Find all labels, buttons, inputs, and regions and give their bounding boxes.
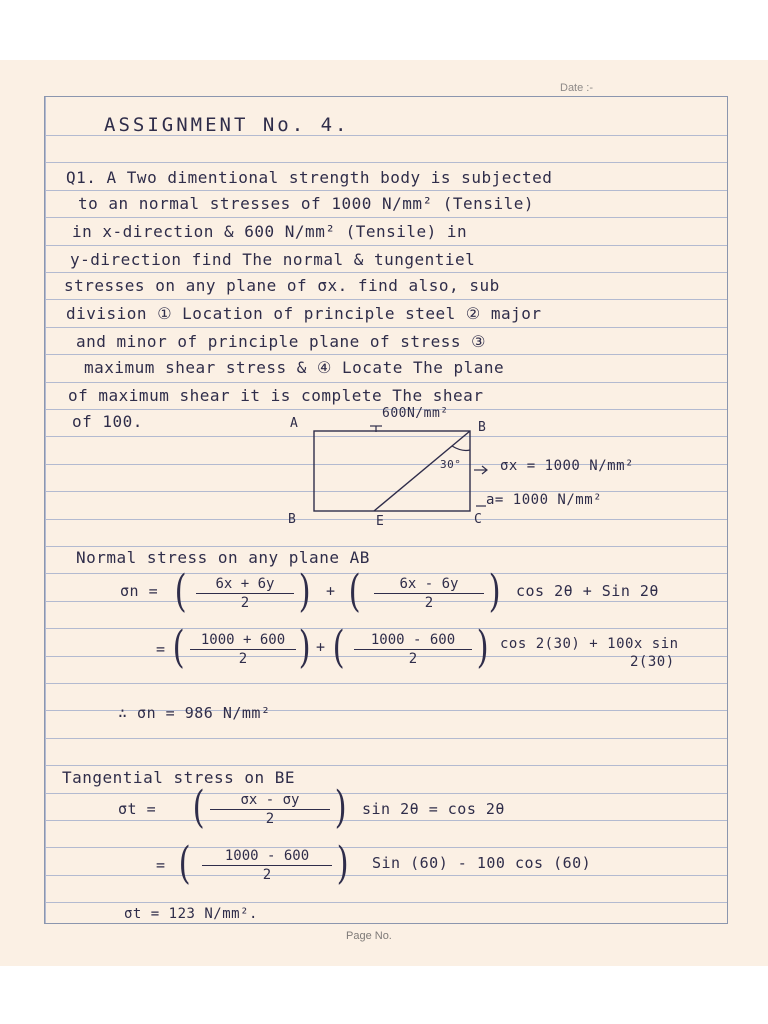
- sigma-x-label: σx = 1000 N/mm²: [500, 458, 634, 474]
- open-paren: (: [192, 782, 205, 833]
- fraction: [210, 792, 330, 827]
- a-value-label: a= 1000 N/mm²: [486, 492, 603, 508]
- plus-sign: +: [316, 638, 326, 656]
- denominator: 2: [408, 651, 418, 667]
- denominator: 2: [262, 867, 272, 883]
- close-paren: ): [476, 622, 489, 673]
- angle-label: 30°: [440, 458, 462, 471]
- numerator: 1000 - 600: [202, 848, 332, 866]
- close-paren: ): [336, 838, 349, 889]
- fraction: [374, 576, 484, 611]
- trig-terms-continued: 2(30): [630, 654, 675, 670]
- assignment-title: ASSIGNMENT No. 4.: [104, 114, 350, 136]
- equals-sign: =: [156, 640, 166, 658]
- numerator: 1000 + 600: [190, 632, 296, 650]
- numerator: 6x - 6y: [374, 576, 484, 594]
- denominator: 2: [424, 595, 434, 611]
- denominator: 2: [240, 595, 250, 611]
- normal-stress-heading: Normal stress on any plane AB: [76, 548, 370, 567]
- open-paren: (: [178, 838, 191, 889]
- fraction: [196, 576, 294, 611]
- stress-element-rectangle: [314, 431, 470, 511]
- question-line: stresses on any plane of σx. find also, sub: [64, 276, 500, 295]
- question-line: of 100.: [72, 412, 143, 431]
- fraction: [354, 632, 472, 667]
- trig-terms: cos 2(30) + 100x sin: [500, 636, 679, 652]
- inclined-plane-line: [374, 431, 470, 511]
- open-paren: (: [172, 622, 185, 673]
- label-c: C: [474, 512, 483, 527]
- label-b-bottom: B: [288, 512, 297, 527]
- numerator: 6x + 6y: [196, 576, 294, 594]
- open-paren: (: [174, 566, 187, 617]
- normal-stress-result: ∴ σn = 986 N/mm²: [118, 704, 271, 722]
- stress-element-diagram: [0, 60, 768, 966]
- date-label: Date :-: [560, 82, 594, 94]
- trig-terms: cos 2θ + Sin 2θ: [516, 582, 659, 600]
- page-number-label: Page No.: [346, 930, 392, 942]
- label-e: E: [376, 514, 385, 529]
- close-paren: ): [334, 782, 347, 833]
- fraction: [190, 632, 296, 667]
- question-line: y-direction find The normal & tungentiel: [70, 250, 476, 269]
- label-b-top: B: [478, 420, 487, 435]
- plus-sign: +: [326, 582, 336, 600]
- denominator: 2: [238, 651, 248, 667]
- question-line: maximum shear stress & ④ Locate The plane: [84, 358, 505, 377]
- question-line: of maximum shear it is complete The shear: [68, 386, 484, 405]
- open-paren: (: [332, 622, 345, 673]
- denominator: 2: [265, 811, 275, 827]
- trig-terms: sin 2θ = cos 2θ: [362, 800, 505, 818]
- numerator: 1000 - 600: [354, 632, 472, 650]
- trig-terms: Sin (60) - 100 cos (60): [372, 854, 592, 872]
- close-paren: ): [298, 566, 311, 617]
- sigma-t-lhs: σt =: [118, 800, 157, 818]
- fraction: [202, 848, 332, 883]
- notebook-page: [0, 60, 768, 966]
- question-line: to an normal stresses of 1000 N/mm² (Tensile): [78, 194, 534, 213]
- open-paren: (: [348, 566, 361, 617]
- question-line: and minor of principle plane of stress ③: [76, 332, 487, 351]
- sigma-n-lhs: σn =: [120, 582, 159, 600]
- question-line: Q1. A Two dimentional strength body is subjected: [66, 168, 553, 187]
- tangential-stress-heading: Tangential stress on BE: [62, 768, 296, 787]
- label-a: A: [290, 416, 299, 431]
- numerator: σx - σy: [210, 792, 330, 810]
- question-line: division ① Location of principle steel ② major: [66, 304, 542, 323]
- equals-sign: =: [156, 856, 166, 874]
- tangential-stress-result: σt = 123 N/mm².: [124, 906, 258, 922]
- close-paren: ): [488, 566, 501, 617]
- close-paren: ): [298, 622, 311, 673]
- question-line: in x-direction & 600 N/mm² (Tensile) in: [72, 222, 468, 241]
- top-load-label: 600N/mm²: [382, 406, 449, 421]
- angle-arc: [452, 446, 470, 451]
